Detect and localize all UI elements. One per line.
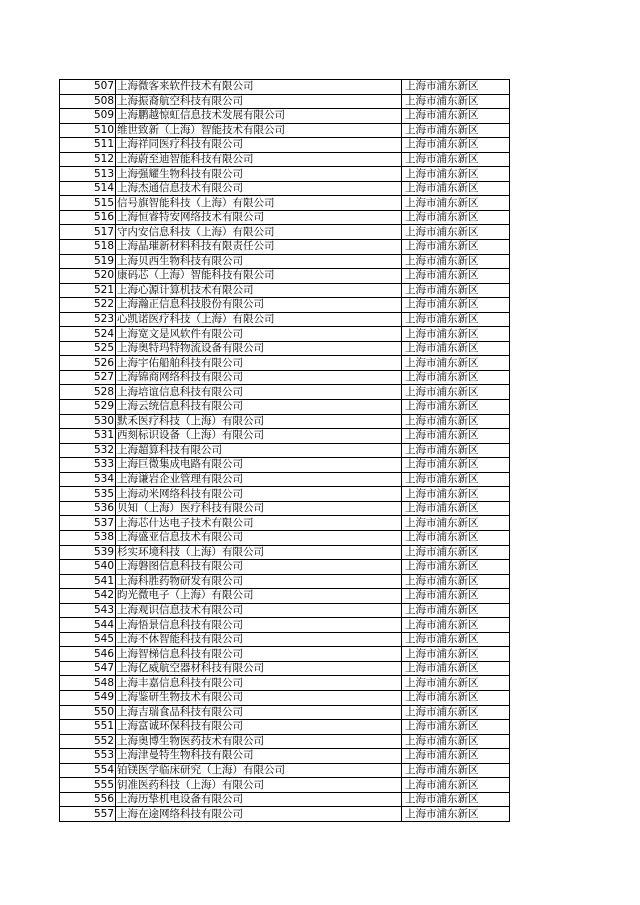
region-cell: 上海市浦东新区: [402, 356, 510, 371]
company-name-cell: 上海津曼特生物科技有限公司: [116, 749, 402, 764]
table-row: [60, 240, 510, 255]
blank-cell: [60, 312, 92, 327]
region-cell: 上海市浦东新区: [402, 152, 510, 167]
table-row: [60, 269, 510, 284]
table-row: [60, 647, 510, 662]
row-number-cell: 525: [92, 341, 116, 356]
region-cell: 上海市浦东新区: [402, 458, 510, 473]
company-name-cell: 上海智梯信息科技有限公司: [116, 647, 402, 662]
region-cell: 上海市浦东新区: [402, 138, 510, 153]
row-number-cell: 554: [92, 763, 116, 778]
blank-cell: [60, 283, 92, 298]
region-cell: 上海市浦东新区: [402, 167, 510, 182]
blank-cell: [60, 632, 92, 647]
region-cell: 上海市浦东新区: [402, 443, 510, 458]
company-name-cell: 上海亿威航空器材科技有限公司: [116, 661, 402, 676]
region-cell: 上海市浦东新区: [402, 225, 510, 240]
region-cell: 上海市浦东新区: [402, 210, 510, 225]
region-cell: 上海市浦东新区: [402, 312, 510, 327]
company-name-cell: 上海科胜药物研发有限公司: [116, 574, 402, 589]
table-row: [60, 80, 510, 95]
row-number-cell: 534: [92, 472, 116, 487]
company-name-cell: 上海瀚正信息科技股份有限公司: [116, 298, 402, 313]
row-number-cell: 518: [92, 240, 116, 255]
row-number-cell: 531: [92, 429, 116, 444]
company-name-cell: 康码芯（上海）智能科技有限公司: [116, 269, 402, 284]
table-row: [60, 676, 510, 691]
company-name-cell: 昀光微电子（上海）有限公司: [116, 589, 402, 604]
table-row: [60, 516, 510, 531]
row-number-cell: 548: [92, 676, 116, 691]
table-row: [60, 603, 510, 618]
table-row: [60, 618, 510, 633]
region-cell: 上海市浦东新区: [402, 283, 510, 298]
table-row: [60, 632, 510, 647]
company-name-cell: 上海吉瑞食品科技有限公司: [116, 705, 402, 720]
table-body: [60, 80, 510, 822]
row-number-cell: 516: [92, 210, 116, 225]
row-number-cell: 509: [92, 109, 116, 124]
region-cell: 上海市浦东新区: [402, 109, 510, 124]
region-cell: 上海市浦东新区: [402, 327, 510, 342]
row-number-cell: 553: [92, 749, 116, 764]
table-row: [60, 123, 510, 138]
table-row: [60, 720, 510, 735]
blank-cell: [60, 720, 92, 735]
blank-cell: [60, 603, 92, 618]
row-number-cell: 519: [92, 254, 116, 269]
region-cell: 上海市浦东新区: [402, 94, 510, 109]
row-number-cell: 513: [92, 167, 116, 182]
table-row: [60, 792, 510, 807]
blank-cell: [60, 341, 92, 356]
row-number-cell: 536: [92, 501, 116, 516]
blank-cell: [60, 501, 92, 516]
company-name-cell: 上海磐图信息科技有限公司: [116, 560, 402, 575]
row-number-cell: 550: [92, 705, 116, 720]
table-row: [60, 370, 510, 385]
row-number-cell: 538: [92, 530, 116, 545]
blank-cell: [60, 109, 92, 124]
company-name-cell: 上海丰嘉信息科技有限公司: [116, 676, 402, 691]
table-row: [60, 807, 510, 822]
region-cell: 上海市浦东新区: [402, 196, 510, 211]
blank-cell: [60, 80, 92, 95]
region-cell: 上海市浦东新区: [402, 807, 510, 822]
company-name-cell: 贝知（上海）医疗科技有限公司: [116, 501, 402, 516]
row-number-cell: 556: [92, 792, 116, 807]
company-name-cell: 上海观识信息技术有限公司: [116, 603, 402, 618]
table-row: [60, 210, 510, 225]
region-cell: 上海市浦东新区: [402, 385, 510, 400]
company-name-cell: 上海奥特玛特物流设备有限公司: [116, 341, 402, 356]
blank-cell: [60, 181, 92, 196]
company-name-cell: 守内安信息科技（上海）有限公司: [116, 225, 402, 240]
blank-cell: [60, 94, 92, 109]
company-name-cell: 上海奥博生物医药技术有限公司: [116, 734, 402, 749]
region-cell: 上海市浦东新区: [402, 501, 510, 516]
row-number-cell: 541: [92, 574, 116, 589]
region-cell: 上海市浦东新区: [402, 734, 510, 749]
table-row: [60, 574, 510, 589]
blank-cell: [60, 414, 92, 429]
region-cell: 上海市浦东新区: [402, 516, 510, 531]
row-number-cell: 508: [92, 94, 116, 109]
region-cell: 上海市浦东新区: [402, 370, 510, 385]
company-name-cell: 上海谦岩企业管理有限公司: [116, 472, 402, 487]
blank-cell: [60, 516, 92, 531]
blank-cell: [60, 763, 92, 778]
blank-cell: [60, 298, 92, 313]
table-row: [60, 705, 510, 720]
region-cell: 上海市浦东新区: [402, 240, 510, 255]
company-name-cell: 默禾医疗科技（上海）有限公司: [116, 414, 402, 429]
row-number-cell: 527: [92, 370, 116, 385]
blank-cell: [60, 647, 92, 662]
table-row: [60, 763, 510, 778]
region-cell: 上海市浦东新区: [402, 763, 510, 778]
blank-cell: [60, 574, 92, 589]
company-name-cell: 上海超算科技有限公司: [116, 443, 402, 458]
company-name-cell: 上海心源计算机技术有限公司: [116, 283, 402, 298]
company-name-cell: 上海恒睿特安网络技术有限公司: [116, 210, 402, 225]
table-row: [60, 400, 510, 415]
company-name-cell: 铂镁医学临床研究（上海）有限公司: [116, 763, 402, 778]
table-row: [60, 225, 510, 240]
blank-cell: [60, 429, 92, 444]
company-name-cell: 心凯诺医疗科技（上海）有限公司: [116, 312, 402, 327]
region-cell: 上海市浦东新区: [402, 530, 510, 545]
blank-cell: [60, 705, 92, 720]
blank-cell: [60, 138, 92, 153]
region-cell: 上海市浦东新区: [402, 589, 510, 604]
region-cell: 上海市浦东新区: [402, 618, 510, 633]
table-row: [60, 589, 510, 604]
blank-cell: [60, 240, 92, 255]
row-number-cell: 552: [92, 734, 116, 749]
blank-cell: [60, 487, 92, 502]
blank-cell: [60, 370, 92, 385]
row-number-cell: 523: [92, 312, 116, 327]
blank-cell: [60, 807, 92, 822]
blank-cell: [60, 589, 92, 604]
table-row: [60, 560, 510, 575]
row-number-cell: 542: [92, 589, 116, 604]
table-row: [60, 530, 510, 545]
region-cell: 上海市浦东新区: [402, 472, 510, 487]
table-row: [60, 152, 510, 167]
blank-cell: [60, 167, 92, 182]
table-row: [60, 356, 510, 371]
row-number-cell: 517: [92, 225, 116, 240]
company-name-cell: 上海宇佑船舶科技有限公司: [116, 356, 402, 371]
region-cell: 上海市浦东新区: [402, 632, 510, 647]
row-number-cell: 533: [92, 458, 116, 473]
company-name-cell: 上海历挚机电设备有限公司: [116, 792, 402, 807]
table-row: [60, 661, 510, 676]
row-number-cell: 515: [92, 196, 116, 211]
table-row: [60, 487, 510, 502]
blank-cell: [60, 458, 92, 473]
row-number-cell: 544: [92, 618, 116, 633]
company-name-cell: 上海在途网络科技有限公司: [116, 807, 402, 822]
blank-cell: [60, 385, 92, 400]
table-row: [60, 690, 510, 705]
region-cell: 上海市浦东新区: [402, 181, 510, 196]
region-cell: 上海市浦东新区: [402, 545, 510, 560]
region-cell: 上海市浦东新区: [402, 560, 510, 575]
row-number-cell: 512: [92, 152, 116, 167]
region-cell: 上海市浦东新区: [402, 676, 510, 691]
table-row: [60, 298, 510, 313]
company-list-table: [59, 79, 510, 822]
region-cell: 上海市浦东新区: [402, 487, 510, 502]
blank-cell: [60, 196, 92, 211]
blank-cell: [60, 443, 92, 458]
blank-cell: [60, 327, 92, 342]
company-name-cell: 上海盛亚信息技术有限公司: [116, 530, 402, 545]
company-name-cell: 上海微客来软件技术有限公司: [116, 80, 402, 95]
region-cell: 上海市浦东新区: [402, 429, 510, 444]
row-number-cell: 539: [92, 545, 116, 560]
region-cell: 上海市浦东新区: [402, 720, 510, 735]
company-name-cell: 上海杰通信息技术有限公司: [116, 181, 402, 196]
row-number-cell: 507: [92, 80, 116, 95]
blank-cell: [60, 254, 92, 269]
company-name-cell: 维世致新（上海）智能技术有限公司: [116, 123, 402, 138]
table-row: [60, 545, 510, 560]
company-name-cell: 上海芯什达电子技术有限公司: [116, 516, 402, 531]
company-name-cell: 上海鹏越惊虹信息技术发展有限公司: [116, 109, 402, 124]
row-number-cell: 524: [92, 327, 116, 342]
row-number-cell: 530: [92, 414, 116, 429]
region-cell: 上海市浦东新区: [402, 400, 510, 415]
company-name-cell: 杉实环境科技（上海）有限公司: [116, 545, 402, 560]
table-row: [60, 429, 510, 444]
blank-cell: [60, 560, 92, 575]
region-cell: 上海市浦东新区: [402, 647, 510, 662]
company-name-cell: 上海宽文是风软件有限公司: [116, 327, 402, 342]
region-cell: 上海市浦东新区: [402, 254, 510, 269]
company-name-cell: 上海不休智能科技有限公司: [116, 632, 402, 647]
region-cell: 上海市浦东新区: [402, 574, 510, 589]
company-name-cell: 上海贝西生物科技有限公司: [116, 254, 402, 269]
region-cell: 上海市浦东新区: [402, 269, 510, 284]
row-number-cell: 555: [92, 778, 116, 793]
table-row: [60, 254, 510, 269]
blank-cell: [60, 269, 92, 284]
blank-cell: [60, 225, 92, 240]
blank-cell: [60, 400, 92, 415]
table-row: [60, 109, 510, 124]
company-name-cell: 上海巨微集成电路有限公司: [116, 458, 402, 473]
company-name-cell: 信号旗智能科技（上海）有限公司: [116, 196, 402, 211]
table-row: [60, 458, 510, 473]
company-name-cell: 上海晶璀新材料科技有限责任公司: [116, 240, 402, 255]
table-row: [60, 312, 510, 327]
row-number-cell: 510: [92, 123, 116, 138]
blank-cell: [60, 545, 92, 560]
row-number-cell: 545: [92, 632, 116, 647]
row-number-cell: 532: [92, 443, 116, 458]
blank-cell: [60, 661, 92, 676]
row-number-cell: 522: [92, 298, 116, 313]
table-row: [60, 749, 510, 764]
row-number-cell: 529: [92, 400, 116, 415]
company-name-cell: 上海锦商网络科技有限公司: [116, 370, 402, 385]
table-row: [60, 283, 510, 298]
table-row: [60, 734, 510, 749]
table-row: [60, 778, 510, 793]
table-row: [60, 196, 510, 211]
company-name-cell: 上海强耀生物科技有限公司: [116, 167, 402, 182]
row-number-cell: 551: [92, 720, 116, 735]
company-name-cell: 上海鉴研生物技术有限公司: [116, 690, 402, 705]
table-row: [60, 501, 510, 516]
company-name-cell: 上海培谊信息科技有限公司: [116, 385, 402, 400]
table-row: [60, 414, 510, 429]
table-row: [60, 385, 510, 400]
region-cell: 上海市浦东新区: [402, 792, 510, 807]
row-number-cell: 543: [92, 603, 116, 618]
blank-cell: [60, 690, 92, 705]
region-cell: 上海市浦东新区: [402, 690, 510, 705]
region-cell: 上海市浦东新区: [402, 705, 510, 720]
blank-cell: [60, 676, 92, 691]
row-number-cell: 526: [92, 356, 116, 371]
company-name-cell: 上海悟景信息科技有限公司: [116, 618, 402, 633]
table-row: [60, 94, 510, 109]
row-number-cell: 557: [92, 807, 116, 822]
company-name-cell: 上海动米网络科技有限公司: [116, 487, 402, 502]
blank-cell: [60, 530, 92, 545]
region-cell: 上海市浦东新区: [402, 603, 510, 618]
blank-cell: [60, 778, 92, 793]
region-cell: 上海市浦东新区: [402, 298, 510, 313]
blank-cell: [60, 472, 92, 487]
row-number-cell: 521: [92, 283, 116, 298]
row-number-cell: 549: [92, 690, 116, 705]
region-cell: 上海市浦东新区: [402, 661, 510, 676]
table-row: [60, 472, 510, 487]
row-number-cell: 547: [92, 661, 116, 676]
region-cell: 上海市浦东新区: [402, 80, 510, 95]
blank-cell: [60, 152, 92, 167]
row-number-cell: 511: [92, 138, 116, 153]
company-name-cell: 上海云统信息科技有限公司: [116, 400, 402, 415]
region-cell: 上海市浦东新区: [402, 778, 510, 793]
table-row: [60, 327, 510, 342]
blank-cell: [60, 749, 92, 764]
row-number-cell: 535: [92, 487, 116, 502]
region-cell: 上海市浦东新区: [402, 123, 510, 138]
blank-cell: [60, 734, 92, 749]
region-cell: 上海市浦东新区: [402, 414, 510, 429]
table-row: [60, 181, 510, 196]
blank-cell: [60, 210, 92, 225]
company-name-cell: 钥准医药科技（上海）有限公司: [116, 778, 402, 793]
row-number-cell: 520: [92, 269, 116, 284]
row-number-cell: 514: [92, 181, 116, 196]
region-cell: 上海市浦东新区: [402, 341, 510, 356]
table-row: [60, 167, 510, 182]
row-number-cell: 537: [92, 516, 116, 531]
company-name-cell: 上海蔚至迪智能科技有限公司: [116, 152, 402, 167]
table-row: [60, 341, 510, 356]
blank-cell: [60, 618, 92, 633]
blank-cell: [60, 356, 92, 371]
blank-cell: [60, 792, 92, 807]
company-name-cell: 西刻标识设备（上海）有限公司: [116, 429, 402, 444]
row-number-cell: 546: [92, 647, 116, 662]
region-cell: 上海市浦东新区: [402, 749, 510, 764]
row-number-cell: 540: [92, 560, 116, 575]
table-row: [60, 443, 510, 458]
row-number-cell: 528: [92, 385, 116, 400]
company-name-cell: 上海振裔航空科技有限公司: [116, 94, 402, 109]
company-name-cell: 上海富诚环保科技有限公司: [116, 720, 402, 735]
table-row: [60, 138, 510, 153]
blank-cell: [60, 123, 92, 138]
company-name-cell: 上海祥同医疗科技有限公司: [116, 138, 402, 153]
